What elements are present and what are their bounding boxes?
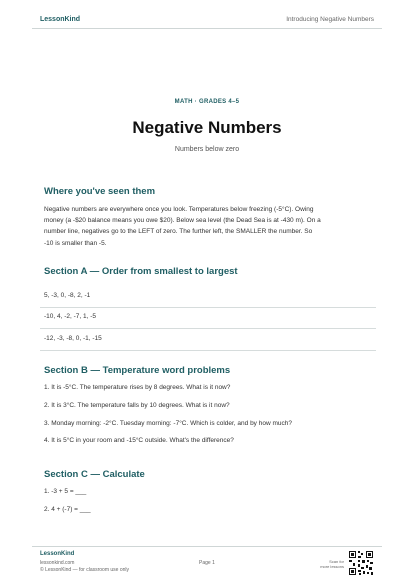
intro-line: -10 is smaller than -5. bbox=[44, 239, 107, 247]
section-c-heading: Section C — Calculate bbox=[44, 469, 145, 480]
qr-code-icon[interactable] bbox=[348, 550, 374, 576]
qr-caption-line: more lessons bbox=[320, 564, 344, 569]
subject-grade-label: MATH · GRADES 4–5 bbox=[174, 99, 240, 105]
page-header bbox=[0, 0, 414, 29]
section-b-item: 4. It is 5°C in your room and -15°C outside. What's the difference? bbox=[44, 437, 234, 444]
footer-copyright: © LessonKind — for classroom use only bbox=[40, 567, 130, 573]
section-b-item: 3. Monday morning: -2°C. Tuesday morning: -7°C. Which is colder, and by how much? bbox=[44, 420, 292, 427]
section-a-item: -10, 4, -2, -7, 1, -5 bbox=[44, 313, 97, 320]
answer-line bbox=[40, 328, 376, 329]
page-title: Negative Numbers bbox=[132, 118, 282, 137]
page-number: Page 1 bbox=[199, 560, 215, 566]
section-a-item: -12, -3, -8, 0, -1, -15 bbox=[44, 335, 102, 342]
section-b-item: 1. It is -5°C. The temperature rises by 8 degrees. What is it now? bbox=[44, 384, 231, 391]
intro-line: money (a -$20 balance means you owe $20). Below sea level (the Dead Sea is at -430 m). On a bbox=[44, 217, 321, 225]
intro-heading: Where you've seen them bbox=[44, 186, 156, 197]
section-c-item: 2. 4 + (-7) = ___ bbox=[44, 506, 91, 513]
brand-logo[interactable]: LessonKind bbox=[40, 16, 81, 23]
footer-divider bbox=[32, 546, 382, 547]
answer-line bbox=[40, 307, 376, 308]
qr-caption bbox=[318, 559, 344, 569]
intro-paragraph bbox=[44, 204, 374, 249]
section-a-heading: Section A — Order from smallest to largest bbox=[44, 266, 238, 277]
section-b-item: 2. It is 3°C. The temperature falls by 10 degrees. What is it now? bbox=[44, 402, 230, 409]
section-c-item: 1. -3 + 5 = ___ bbox=[44, 488, 87, 495]
section-b-heading: Section B — Temperature word problems bbox=[44, 365, 231, 376]
answer-line bbox=[40, 350, 376, 351]
qr-caption-line: Scan for bbox=[329, 559, 344, 564]
page-subtitle: Numbers below zero bbox=[174, 146, 240, 153]
intro-line: number line, negatives go to the LEFT of zero. The further left, the SMALLER the number. So bbox=[44, 228, 313, 236]
intro-line: Negative numbers are everywhere once you look. Temperatures below freezing (-5°C). Owing bbox=[44, 206, 314, 213]
footer-brand: LessonKind bbox=[40, 551, 75, 557]
footer-website-link[interactable]: lessonkind.com bbox=[40, 560, 75, 566]
header-divider bbox=[32, 28, 382, 29]
document-title: Introducing Negative Numbers bbox=[286, 16, 374, 23]
section-a-item: 5, -3, 0, -8, 2, -1 bbox=[44, 292, 91, 299]
